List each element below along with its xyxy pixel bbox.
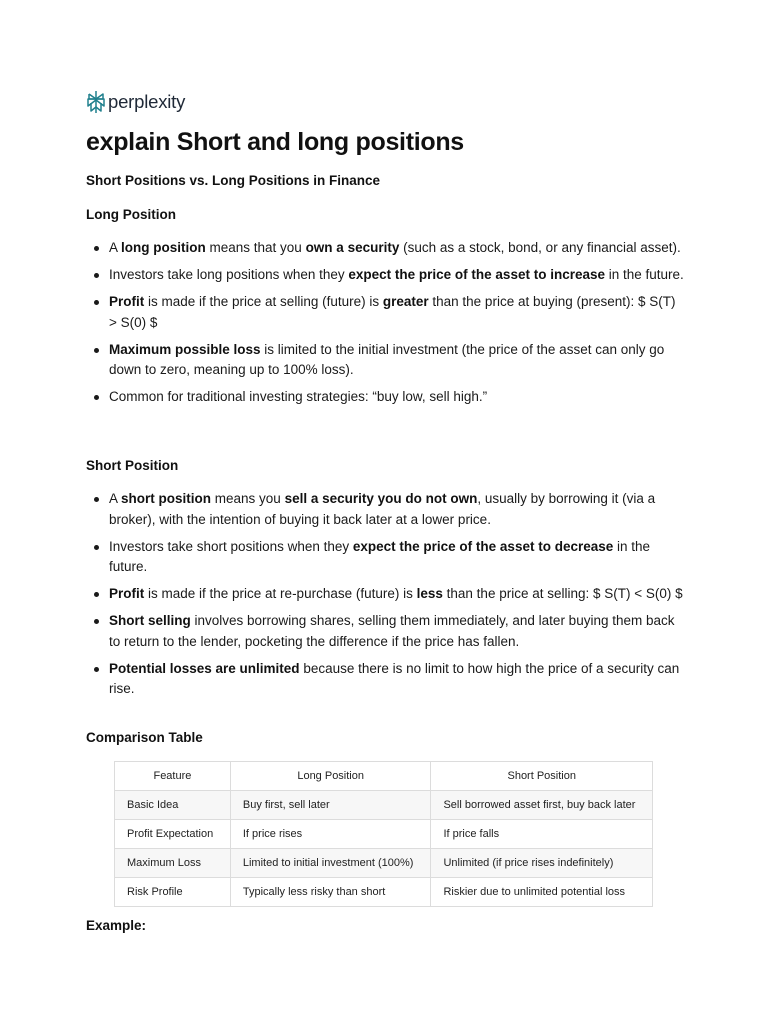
table-cell: Limited to initial investment (100%) — [230, 849, 431, 878]
text-run: in the future. — [109, 538, 651, 574]
column-header: Long Position — [230, 762, 431, 791]
list-item — [86, 265, 686, 286]
perplexity-logo-icon — [86, 90, 106, 114]
brand-name: perplexity — [108, 91, 186, 112]
text-run: involves borrowing shares, selling them immediately, and later buying them back to return to the lender, pocketing the difference if the price has fallen. — [109, 613, 675, 649]
brand-logo — [86, 90, 185, 114]
long-position-heading: Long Position — [86, 207, 176, 222]
table-row — [115, 878, 653, 907]
bold-text: own a security — [305, 240, 400, 255]
bold-text: Profit — [109, 586, 145, 601]
table-row — [115, 791, 653, 820]
text-run: , usually by borrowing it (via a broker), with the intention of buying it back later at a lower price. — [109, 491, 656, 527]
text-run: means you — [211, 491, 285, 506]
bold-text: sell a security you do not own — [284, 491, 478, 506]
text-run: is made if the price at selling (future) is — [144, 294, 383, 309]
text-run: Investors take short positions when they — [109, 538, 353, 554]
text-run: is limited to the initial investment (the price of the asset can only go down to zero, meaning up to 100% loss). — [109, 341, 665, 377]
text-run: than the price at selling: $ S(T) < S(0) $ — [442, 586, 683, 601]
text-run: because there is no limit to how high the price of a security can rise. — [109, 660, 680, 696]
text-run: in the future. — [605, 267, 684, 282]
bold-text: Potential losses are unlimited — [109, 660, 300, 676]
table-cell: Riskier due to unlimited potential loss — [431, 878, 653, 907]
list-item — [86, 537, 686, 578]
table-cell: Maximum Loss — [115, 849, 231, 878]
list-item — [86, 238, 686, 259]
list-item — [86, 611, 686, 652]
table-cell: Sell borrowed asset first, buy back later — [431, 791, 653, 820]
page-title: explain Short and long positions — [86, 128, 464, 156]
short-position-heading: Short Position — [86, 458, 179, 473]
text-run: A — [109, 491, 122, 506]
bold-text: expect the price of the asset to decrease — [352, 538, 614, 554]
text-run: Common for traditional investing strategies: “buy low, sell high.” — [109, 389, 488, 404]
list-item — [86, 340, 686, 381]
table-header-row — [115, 762, 653, 791]
bold-text: greater — [382, 294, 429, 309]
comparison-table — [114, 761, 653, 907]
text-run: than the price at buying (present): $ S(T) > S(0) $ — [109, 294, 676, 330]
table-cell: Unlimited (if price rises indefinitely) — [431, 849, 653, 878]
table-cell: Buy first, sell later — [230, 791, 431, 820]
text-run: A — [109, 240, 122, 255]
list-item — [86, 584, 686, 605]
table-row — [115, 820, 653, 849]
bold-text: Maximum possible loss — [109, 341, 261, 357]
long-position-list — [86, 238, 686, 414]
bold-text: Profit — [109, 294, 145, 309]
example-heading: Example: — [86, 918, 147, 933]
table-row — [115, 849, 653, 878]
bold-text: long position — [121, 240, 206, 255]
list-item — [86, 489, 686, 530]
table-cell: If price falls — [431, 820, 653, 849]
table-cell: Risk Profile — [115, 878, 231, 907]
bold-text: Short selling — [109, 613, 191, 628]
bold-text: short position — [121, 491, 212, 506]
table-cell: Basic Idea — [115, 791, 231, 820]
bold-text: expect the price of the asset to increase — [348, 267, 605, 282]
text-run: means that you — [205, 240, 306, 255]
subtitle: Short Positions vs. Long Positions in Finance — [86, 173, 381, 188]
list-item — [86, 387, 686, 408]
comparison-table-heading: Comparison Table — [86, 730, 203, 745]
text-run: (such as a stock, bond, or any financial asset). — [399, 240, 681, 255]
text-run: is made if the price at re-purchase (future) is — [144, 586, 417, 601]
table-cell: Typically less risky than short — [230, 878, 431, 907]
bold-text: less — [416, 586, 443, 601]
list-item — [86, 292, 686, 333]
table-cell: If price rises — [230, 820, 431, 849]
column-header: Feature — [115, 762, 231, 791]
text-run: Investors take long positions when they — [109, 267, 349, 282]
table-cell: Profit Expectation — [115, 820, 231, 849]
short-position-list — [86, 489, 686, 706]
list-item — [86, 659, 686, 700]
column-header: Short Position — [431, 762, 653, 791]
